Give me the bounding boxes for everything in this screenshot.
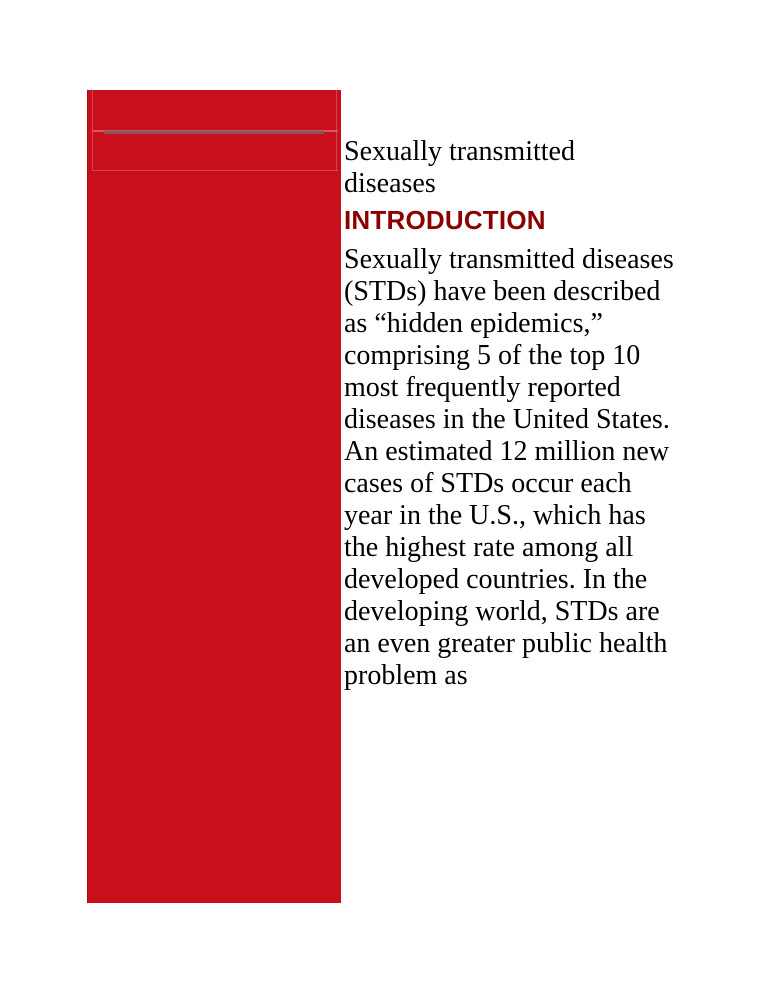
- document-title: Sexually transmitted diseases: [344, 136, 575, 199]
- section-heading: INTRODUCTION: [344, 205, 546, 235]
- sidebar-grey-rule: [104, 131, 324, 134]
- sidebar-frame-bottom-rule: [92, 170, 338, 171]
- body-paragraph: Sexually transmitted diseases (STDs) have been described as “hidden epidemics,” comprising 5 of the top 10 most frequently reported diseases in the United States. An estimated 12 million new cases of STDs occur each year in the U.S., which has the highest rate among all developed countries. In the developing world, STDs are an even greater public health problem as: [344, 244, 674, 691]
- red-sidebar-panel: [87, 90, 341, 903]
- main-content: [344, 136, 684, 692]
